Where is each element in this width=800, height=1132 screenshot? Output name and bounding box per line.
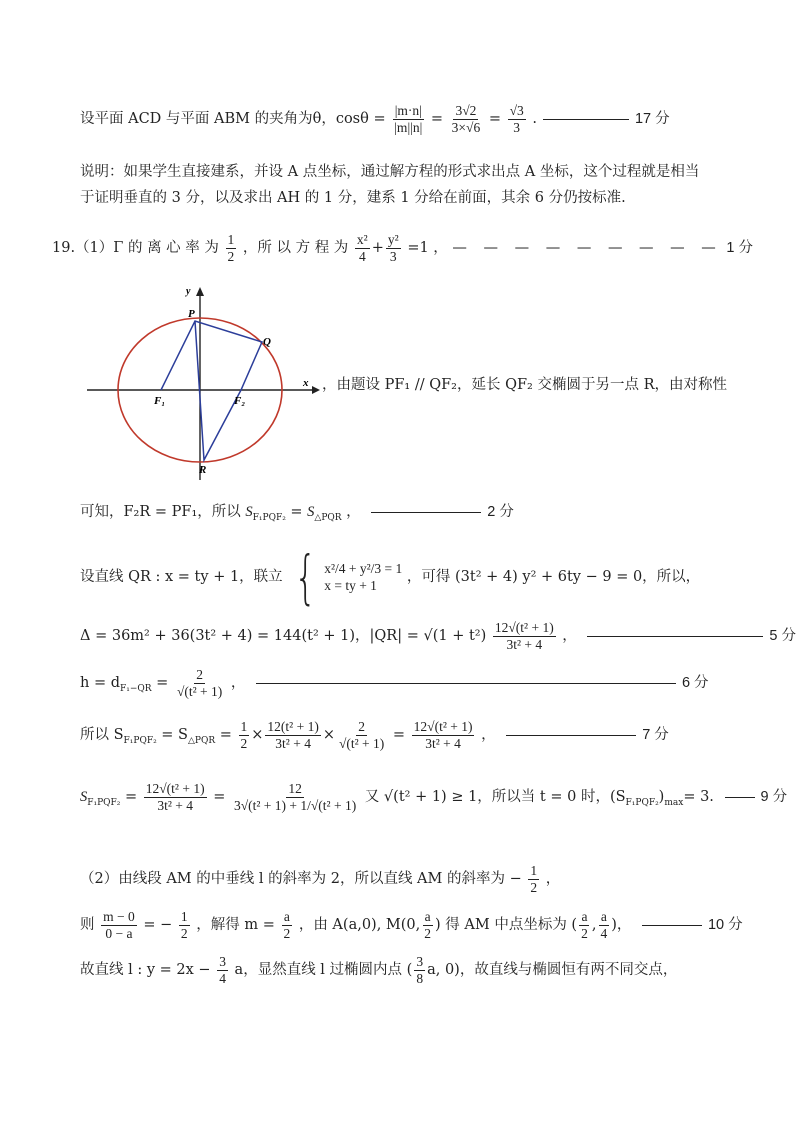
score-leader — [587, 636, 763, 637]
score-7: 7 分 — [642, 727, 669, 743]
y-label: y — [186, 286, 191, 297]
score-leader — [371, 512, 481, 513]
score-leader: — — — — — — — — — — [452, 240, 722, 256]
x-label: x — [303, 377, 309, 389]
score-leader — [256, 683, 676, 684]
note-line-2: 于证明垂直的 3 分，以及求出 AH 的 1 分，建系 1 分给在前面，其余 6 分仍按标准. — [80, 190, 626, 206]
fraction-value1: $\frac{3√2}{3\times√6}$ — [451, 103, 481, 135]
eccentricity-fraction: $\frac{1}{2}$ — [227, 232, 235, 264]
fraction-mn: $\frac{|m\cdot n|}{|m||n|}$ — [394, 103, 423, 135]
area-line: 所以 $S_{F_1PQF_2} = S_{\triangle PQR}$ = $\frac{1}{2}$ × $\frac{\text{12(t² + 1)}}{\text{3t² + 4}}$ × $\frac{2}{\text{√(t² + 1)}}$ = $\frac{\text{12√(t² + 1)}}{\text{3t² + 4}}$ ， 7 分 — [80, 719, 669, 751]
q19-line: 19.（1）Γ 的 离 心 率 为 $\frac{1}{2}$ ，所 以 方 程 为 $\frac{\text{x²}}{4}$ + $\frac{\text{y²}}{3}$ =1 ， — — — — — — — — — 1 分 — [52, 232, 753, 264]
max-line: $S_{F_1PQF_2}$ = $\frac{\text{12√(t² + 1)}}{\text{3t² + 4}}$ = $\frac{12}{\text{3√(t² + 1) + 1/√(t² + 1)}}$ 又 √(t² + 1) ≥ 1，所以当 t = 0 时，$(S_{F_1PQF_2})_{max}= 3$. 9 分 — [80, 781, 788, 813]
note-line-1: 说明：如果学生直接建系，并设 A 点坐标，通过解方程的形式求出点 A 坐标，这个过程就是相当 — [80, 164, 700, 180]
brace-icon: { — [294, 543, 317, 611]
ellipse-term-x: $\frac{\text{x²}}{4}$ — [356, 232, 368, 264]
ellipse-figure — [82, 282, 322, 482]
score-leader — [543, 119, 629, 120]
score-10: 10 分 — [707, 917, 743, 933]
point-q-label: Q — [263, 336, 271, 348]
part2-line-1: （2）由线段 AM 的中垂线 l 的斜率为 2，所以直线 AM 的斜率为 − $\frac{1}{2}$ ， — [80, 863, 561, 895]
score-leader — [725, 797, 755, 798]
point-p-label: P — [188, 308, 195, 320]
fraction-value2: $\frac{√3}{3}$ — [509, 103, 524, 135]
point-r-label: R — [199, 464, 207, 476]
point-f1-label: F₁ — [154, 395, 166, 407]
delta-line: Δ = 36m² + 36(3t² + 4) = 144(t² + 1)，|QR| = √(1 + t²) $\frac{\text{12√(t² + 1)}}{\text{3t² + 4}}$ ， 5 分 — [80, 620, 796, 652]
part2-line-2: 则 $\frac{m - 0}{0 - a}$ = − $\frac{1}{2}$ ，解得 m = $\frac{a}{2}$ ，由 A(a,0), M(0, $\frac{a}{2}$ ) 得 AM 中点坐标为 ( $\frac{a}{2}$ , $\frac{a}{4}$ )， 10 分 — [80, 909, 743, 941]
score-6: 6 分 — [681, 675, 709, 691]
y-arrow-icon — [196, 287, 204, 296]
cos-theta-line: 设平面 ACD 与平面 ABM 的夹角为θ，cosθ = $\frac{|m\cdot n|}{|m||n|}$ = $\frac{3√2}{3\times√6}$ = $\frac{√3}{3}$ . 17 分 — [80, 103, 670, 135]
figure-text-line: ，由题设 PF₁ // QF₂，延长 QF₂ 交椭圆于另一点 R，由对称性 — [322, 377, 727, 393]
score-leader — [642, 925, 702, 926]
score-2: 2 分 — [487, 504, 514, 520]
score-1: 1 分 — [726, 240, 753, 256]
score-17: 17 分 — [634, 111, 670, 127]
line-qr: 设直线 QR : x = ty + 1，联立 { x²/4 + y²/3 = 1 x = ty + 1 ，可得 (3t² + 4) y² + 6ty − 9 = 0，所以， — [80, 543, 701, 611]
question-number: 19.（1）Γ 的 离 心 率 为 — [52, 240, 219, 256]
height-line: $h = d_{F_1-QR}$ = $\frac{2}{\text{√(t² + 1)}}$ ， 6 分 — [80, 667, 709, 699]
x-arrow-icon — [312, 386, 320, 394]
equation-system: { x²/4 + y²/3 = 1 x = ty + 1 — [294, 543, 403, 611]
score-leader — [506, 735, 636, 736]
score-9: 9 分 — [760, 789, 788, 805]
score-5: 5 分 — [769, 628, 796, 644]
symmetry-line: 可知，F₂R = PF₁，所以 $S_{F_1PQF_2} = S_{\triangle PQR}$ ， 2 分 — [80, 504, 514, 523]
ellipse-term-y: $\frac{\text{y²}}{3}$ — [387, 232, 399, 264]
part2-line-3: 故直线 l : y = 2x − $\frac{3}{4}$ a，显然直线 l 过椭圆内点 ( $\frac{3}{8}$ a, 0)，故直线与椭圆恒有两不同交点， — [80, 954, 678, 986]
cos-theta-text: 设平面 ACD 与平面 ABM 的夹角为θ，cosθ = — [80, 111, 386, 127]
point-f2-label: F₂ — [234, 395, 246, 407]
